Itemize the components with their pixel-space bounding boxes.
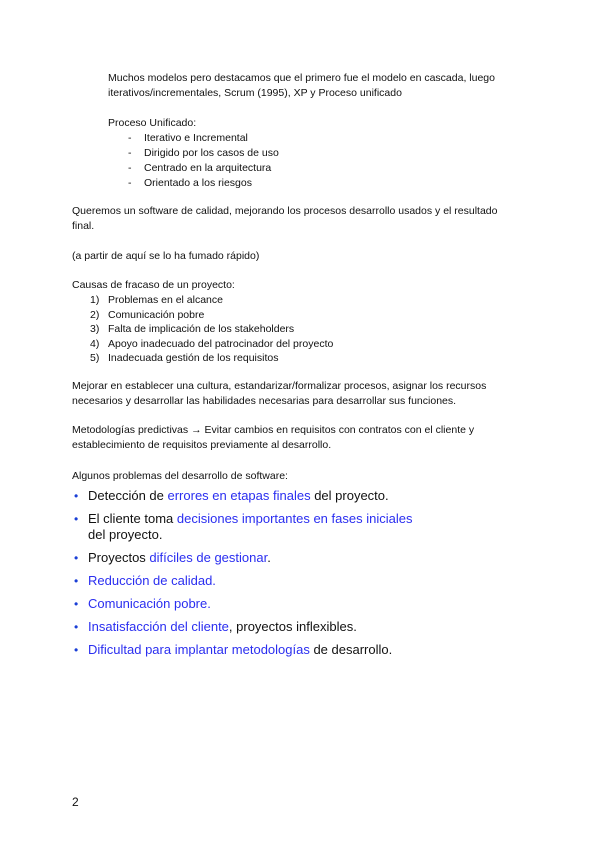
list-number: 1): [90, 294, 100, 306]
software-calidad-line-1: Queremos un software de calidad, mejorando los procesos desarrollo usados y el resultado: [72, 205, 498, 217]
list-number: 2): [90, 308, 100, 321]
list-item-text: Orientado a los riesgos: [144, 177, 252, 189]
item-highlight: Dificultad para implantar metodologías: [88, 642, 310, 657]
list-item: [72, 550, 542, 566]
problemas-list: [72, 488, 542, 658]
item-text: Proyectos: [88, 550, 150, 565]
item-text: Detección de: [88, 488, 168, 503]
item-text: .: [267, 550, 271, 565]
intro-paragraph: [108, 71, 548, 101]
bullet-icon: •: [74, 512, 79, 526]
software-calidad-line-2: final.: [72, 220, 95, 232]
item-text: del proyecto.: [88, 527, 163, 542]
list-item: [90, 293, 532, 308]
list-item: [90, 308, 532, 323]
list-item-text: Iterativo e Incremental: [144, 132, 248, 144]
page-number: 2: [72, 795, 79, 809]
list-item-text: Problemas en el alcance: [108, 294, 223, 306]
mejorar-line-2: necesarios y desarrollar las habilidades necesarias para desarrollar sus funciones.: [72, 395, 457, 407]
causas-heading: Causas de fracaso de un proyecto:: [72, 279, 235, 291]
list-item: [90, 322, 532, 337]
list-number: 4): [90, 337, 100, 350]
item-text: del proyecto.: [310, 488, 389, 503]
mejorar-paragraph: [72, 379, 552, 409]
item-highlight: Insatisfacción del cliente: [88, 619, 229, 634]
list-item-text: Inadecuada gestión de los requisitos: [108, 352, 279, 365]
list-item: [72, 619, 542, 635]
bullet-icon: •: [74, 574, 79, 588]
proceso-unificado-heading: Proceso Unificado:: [108, 117, 197, 129]
item-text: El cliente toma: [88, 511, 177, 526]
proceso-unificado-section: [108, 116, 528, 191]
problemas-section: [72, 488, 542, 665]
bullet-icon: •: [74, 551, 79, 565]
metodologias-line-1: Metodologías predictivas → Evitar cambios en requisitos con contratos con el cliente y: [72, 424, 475, 436]
list-item: [72, 511, 542, 543]
mejorar-line-1: Mejorar en establecer una cultura, estandarizar/formalizar procesos, asignar los recursos: [72, 380, 487, 392]
bullet-icon: •: [74, 489, 79, 503]
proceso-unificado-list: [128, 131, 528, 191]
list-item: [72, 488, 542, 504]
list-number: 3): [90, 323, 100, 336]
metodologias-paragraph: [72, 423, 552, 453]
list-item: [128, 146, 528, 161]
note-text: (a partir de aquí se lo ha fumado rápido): [72, 250, 260, 262]
causas-list: [90, 293, 532, 366]
problemas-heading-block: [72, 469, 288, 484]
problemas-heading: Algunos problemas del desarrollo de software:: [72, 470, 288, 482]
list-item-text: Falta de implicación de los stakeholders: [108, 323, 295, 336]
list-item: [72, 573, 542, 589]
item-highlight: Reducción de calidad.: [88, 573, 216, 588]
list-item: [72, 642, 542, 658]
intro-line-1: Muchos modelos pero destacamos que el primero fue el modelo en cascada, luego: [108, 72, 495, 84]
item-highlight: decisiones importantes en fases iniciales: [176, 511, 413, 526]
dash-marker: -: [128, 177, 132, 189]
item-highlight: errores en etapas finales: [167, 488, 311, 503]
item-highlight: difíciles de gestionar: [149, 550, 268, 565]
dash-marker: -: [128, 147, 132, 159]
software-calidad-paragraph: [72, 204, 552, 234]
causas-section: [72, 278, 532, 366]
list-item-text: Comunicación pobre: [108, 308, 205, 321]
list-number: 5): [90, 352, 100, 365]
bullet-icon: •: [74, 620, 79, 634]
dash-marker: -: [128, 132, 132, 144]
list-item-text: Apoyo inadecuado del patrocinador del proyecto: [108, 337, 334, 350]
list-item-text: Centrado en la arquitectura: [144, 162, 272, 174]
bullet-icon: •: [74, 643, 79, 657]
item-text: , proyectos inflexibles.: [228, 619, 357, 634]
list-item: [72, 596, 542, 612]
list-item: [128, 161, 528, 176]
dash-marker: -: [128, 162, 132, 174]
intro-line-2: iterativos/incrementales, Scrum (1995), XP y Proceso unificado: [108, 87, 402, 99]
list-item: [90, 337, 532, 352]
list-item: [90, 351, 532, 366]
list-item: [128, 176, 528, 191]
list-item: [128, 131, 528, 146]
item-highlight: Comunicación pobre.: [88, 596, 211, 611]
metodologias-line-2: establecimiento de requisitos previamente al desarrollo.: [72, 439, 332, 451]
note-paragraph: [72, 249, 259, 264]
bullet-icon: •: [74, 597, 79, 611]
item-text: de desarrollo.: [309, 642, 393, 657]
list-item-text: Dirigido por los casos de uso: [144, 147, 279, 159]
